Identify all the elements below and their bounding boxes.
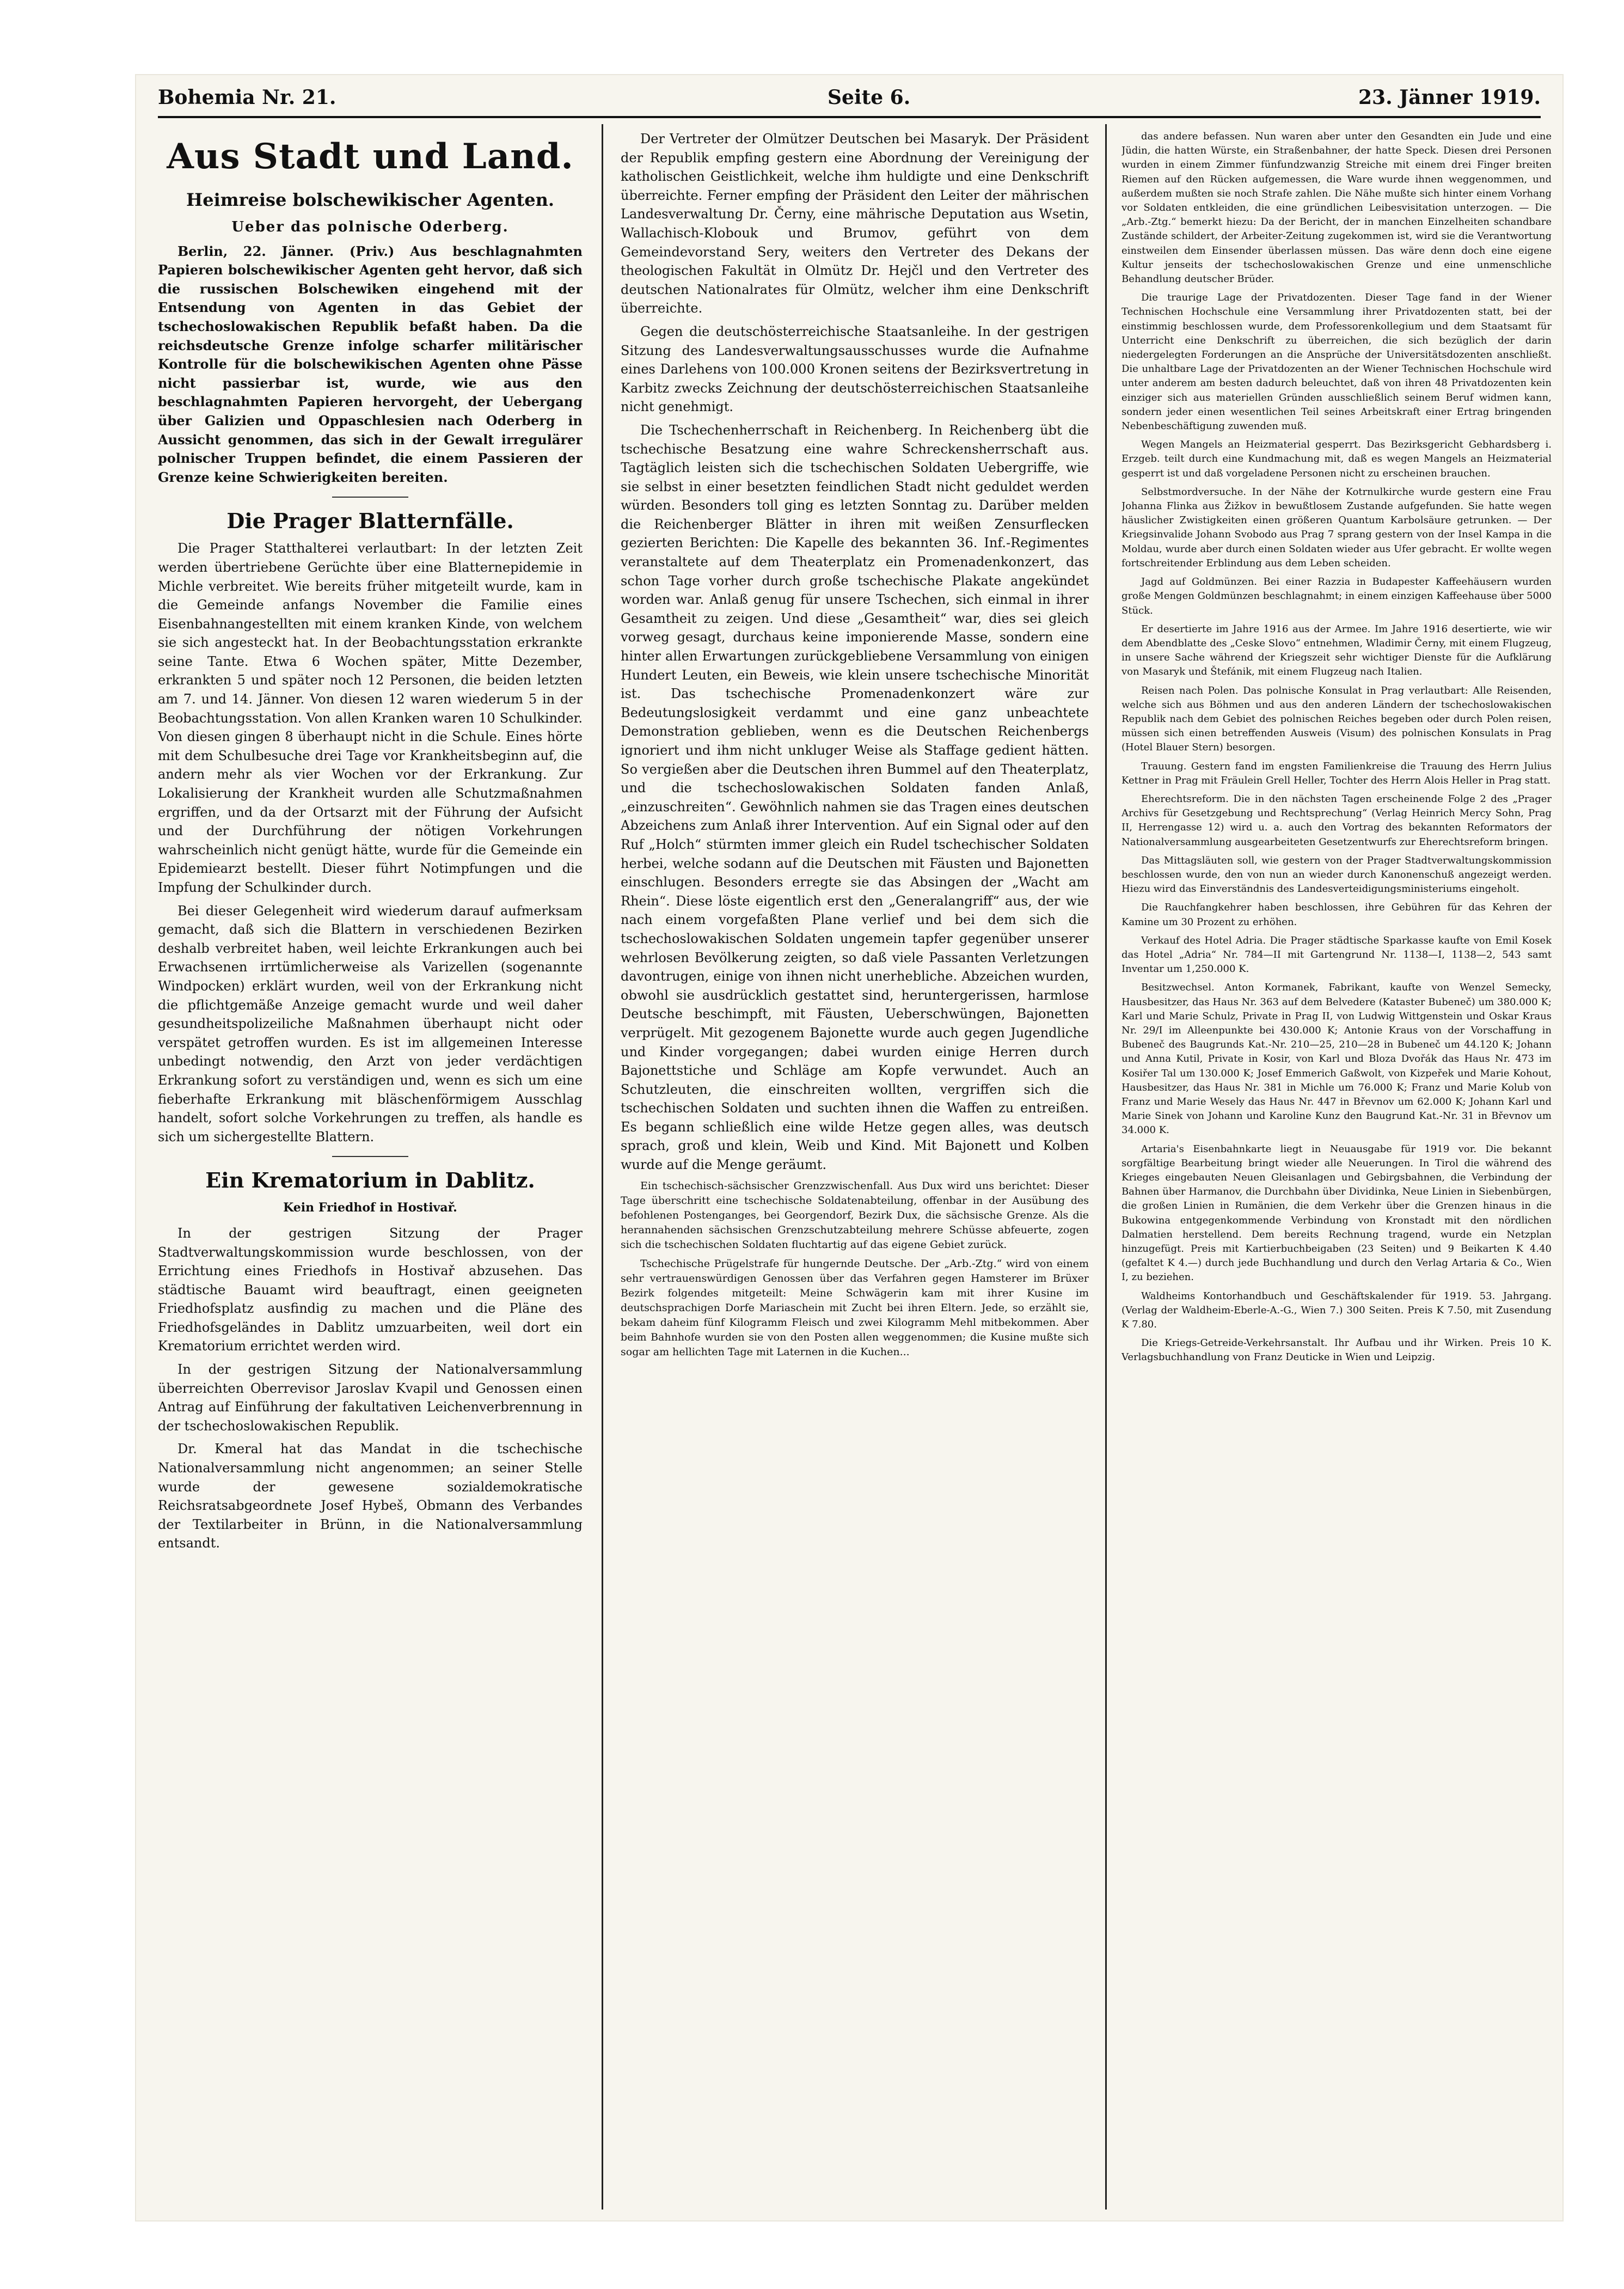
article-paragraph: Dr. Kmeral hat das Mandat in die tschechische Nationalversammlung nicht angenommen; an seiner Stelle wurde der gewesene sozialdemokratische Reichsratsabgeordnete Josef Hybeš, Obmann des Verbandes der Textilarbeiter in Brünn, in die Nationalversammlung entsandt. (158, 1441, 583, 1551)
news-item: Das Mittagsläuten soll, wie gestern von der Prager Stadtverwaltungskommission beschlossen wurde, den von nun an wieder durch Kanonenschuß angezeigt werden. Hiezu wird das Einverständnis des Landesverteidigungsministeriums eingeholt. (1122, 854, 1552, 895)
article-title: Ein Krematorium in Dablitz. (205, 1168, 535, 1193)
column-divider (602, 124, 603, 2210)
column-2 (621, 130, 1089, 2210)
article-title: Heimreise bolschewikischer Agenten. (186, 189, 555, 210)
separator-rule (332, 497, 408, 498)
separator-rule (332, 1156, 408, 1157)
news-item: Er desertierte im Jahre 1916 aus der Armee. Im Jahre 1916 desertierte, wie wir dem Abendblatte des „Ceske Slovo“ entnehmen, Wladimir Černy, mit einem Flugzeug, in unsere Sache während der Kriegszeit sehr wichtiger Dienste für die Aufklärung von Masaryk und Štefánik, mit einem Flugzeug nach Italien. (1122, 623, 1552, 678)
news-item: Tschechische Prügelstrafe für hungernde Deutsche. Der „Arb.-Ztg.“ wird von einem sehr vertrauenswürdigen Genossen über das Verfahren gegen Hamsterer im Brüxer Bezirk folgendes mitgeteilt: Meine Schwägerin kam mit ihrer Kusine im deutschsprachigen Dorfe Mariaschein mit Zucht bei ihren Eltern. Jede, so erzählt sie, bekam daheim fünf Kilogramm Fleisch und zwei Kilogramm Mehl mitbekommen. Aber beim Bahnhofe wurden sie von den Posten allen weggenommen; die Kusine mußte sich sogar am hellichten Tage mit Laternen in die Kuchen... (621, 1257, 1089, 1358)
news-item: Die Rauchfangkehrer haben beschlossen, ihre Gebühren für das Kehren der Kamine um 30 Prozent zu erhöhen. (1122, 902, 1552, 928)
news-item: Waldheims Kontorhandbuch und Geschäftskalender für 1919. 53. Jahrgang. (Verlag der Waldheim-Eberle-A.-G., Wien 7.) 300 Seiten. Preis K 7.50, mit Zusendung K 7.80. (1122, 1290, 1552, 1331)
article-paragraph: Die Prager Statthalterei verlautbart: In der letzten Zeit werden übertriebene Gerüchte über eine Blatternepidemie in Michle verbreitet. Wie bereits früher mitgeteilt wurde, kam in die Gemeinde anfangs November die Familie eines Eisenbahnangestellten mit einem kranken Kinde, von welchem sie sich angesteckt hat. In der Beobachtungsstation erkrankte seine Tante. Etwa 6 Wochen später, Mitte Dezember, erkrankten 5 und später noch 12 Personen, die beiden letzten am 7. und 14. Jänner. Von diesen 12 waren wiederum 5 in der Beobachtungsstation. Von allen Kranken waren 10 Schulkinder. Von diesen gingen 8 überhaupt nicht in die Schule. Eines hörte mit dem Schulbesuche drei Tage vor Krankheitsbeginn auf, die andern mehr als vier Wochen vor der Erkrankung. Zur Lokalisierung der Krankheit wurden alle Schutzmaßnahmen ergriffen, und da der Ortsarzt mit der Führung der Aufsicht und der Durchführung der nötigen Vorkehrungen wahrscheinlich nicht genügt hätte, wurde für die Gemeinde ein Epidemiearzt bestellt. Dieser führt Notimpfungen und die Impfung der Schulkinder durch. (158, 541, 583, 895)
header-date: 23. Jänner 1919. (1358, 86, 1541, 109)
news-item: Wegen Mangels an Heizmaterial gesperrt. Das Bezirksgericht Gebhardsberg i. Erzgeb. teilt durch eine Kundmachung mit, daß es wegen Mangels an Heizmaterial gesperrt ist und daß vorgeladene Personen nicht zu erscheinen brauchen. (1122, 439, 1552, 479)
newspaper-page (136, 75, 1562, 2220)
column-divider (1105, 124, 1107, 2210)
article-body: Berlin, 22. Jänner. (Priv.) Aus beschlagnahmten Papieren bolschewikischer Agenten geht hervor, daß sich die russischen Bolschewiken eingehend mit der Entsendung von Agenten in das Gebiet der tschechoslowakischen Republik befaßt haben. Da die reichsdeutsche Grenze infolge scharfer militärischer Kontrolle für die bolschewikischen Agenten ohne Pässe nicht passierbar ist, wurde, wie aus den beschlagnahmten Papieren hervorgeht, der Uebergang über Galizien und Oppaschlesien nach Oderberg in Aussicht genommen, das sich in der Gewalt irregulärer polnischer Truppen befindet, die einem Passieren der Grenze keine Schwierigkeiten bereiten. (158, 243, 583, 485)
column-1 (158, 130, 583, 2210)
news-item: Jagd auf Goldmünzen. Bei einer Razzia in Budapester Kaffeehäusern wurden große Mengen Goldmünzen beschlagnahmt; in einem einzigen Kaffeehause über 5000 Stück. (1122, 576, 1552, 616)
news-item: Gegen die deutschösterreichische Staatsanleihe. In der gestrigen Sitzung des Landesverwaltungsausschusses wurde die Aufnahme eines Darlehens von 100.000 Kronen seitens der Bezirksvertretung in Karbitz zwecks Zeichnung der deutschösterreichischen Staatsanleihe nicht genehmigt. (621, 323, 1089, 415)
header-issue: Bohemia Nr. 21. (158, 86, 336, 109)
news-item: Besitzwechsel. Anton Kormanek, Fabrikant, kaufte von Wenzel Semecky, Hausbesitzer, das Haus Nr. 363 auf dem Belvedere (Kataster Bubeneč) um 380.000 K; Karl und Marie Schulz, Private in Prag II, von Ludwig Wittgenstein und Oskar Kraus Nr. 29/I im Alleenpunkte bei 430.000 K; Antonie Kraus von der Vorschaffung in Bubeneč des Baugrunds Kat.-Nr. 210—25, 210—28 in Bubeneč um 44.120 K; Johann und Anna Kutil, Private in Kosir, von Karl und Bloza Dvořák das Haus Nr. 473 im Kosiřer Tal um 130.000 K; Josef Emmerich Gaßwolt, von Kizpeřek und Marie Kohout, Hausbesitzer, das Haus Nr. 381 in Michle um 76.000 K; Franz und Marie Kolub von Franz und Marie Wesely das Haus Nr. 447 in Břevnov um 62.000 K; Johann Karl und Marie Sinek von Johann und Karoline Kunz den Baugrund Kat.-Nr. 31 in Břevnov um 34.000 K. (1122, 982, 1552, 1136)
news-item: Ein tschechisch-sächsischer Grenzzwischenfall. Aus Dux wird uns berichtet: Dieser Tage überschritt eine tschechische Soldatenabteilung, offenbar in der Ausübung des befohlenen Postenganges, bei Georgendorf, Bezirk Dux, die sächsische Grenze. Als die herannahenden sächsischen Grenzschutzabteilung mehrere Schüsse abfeuerte, zogen sich die tschechischen Soldaten fluchtartig auf das eigene Gebiet zurück. (621, 1179, 1089, 1251)
news-item: das andere befassen. Nun waren aber unter den Gesandten ein Jude und eine Jüdin, die hatten Würste, ein Straßenbahner, der hatte Speck. Diesen drei Personen wurden in einem Zimmer fünfundzwanzig Streiche mit einem drei Finger breiten Riemen auf den Rücken aufgemessen, die Ware wurde ihnen weggenommen, und außerdem mußten sie noch Strafe zahlen. Die Nähe mußte sich hinter einem Vorhang vor Soldaten entkleiden, die eine gründlichen Leibesvisitation unterzogen. — Die „Arb.-Ztg.“ bemerkt hiezu: Da der Bericht, der in manchen Einzelheiten schandbare Zustände schildert, der Arbeiter-Zeitung zugekommen ist, wird sie die Verantwortung einstweilen dem Einsender überlassen müssen. Das wäre denn doch eine eigene Kultur jenseits der tschechoslowakischen Grenze und eine unmenschliche Behandlung deutscher Brüder. (1122, 131, 1552, 285)
news-item: Der Vertreter der Olmützer Deutschen bei Masaryk. Der Präsident der Republik empfing gestern eine Abordnung der Vereinigung der katholischen Geistlichkeit, welche ihm huldigte und eine Denkschrift überreichte. Ferner empfing der Präsident den Leiter der mährischen Landesverwaltung Dr. Černy, eine mährische Deputation aus Wsetin, Wallachisch-Klobouk und Brumov, geführt von dem Gemeindevorstand Sery, weiters den Vertreter des Dekans der theologischen Fakultät in Olmütz Dr. Hejčl und den Vertreter des deutschen Nationalrates für Olmütz, welcher ihm eine Denkschrift überreichte. (621, 131, 1089, 316)
news-item: Die traurige Lage der Privatdozenten. Dieser Tage fand in der Wiener Technischen Hochschule eine Versammlung ihrer Privatdozenten statt, bei der einstimmig beschlossen wurde, dem Professorenkollegium und dem Staatsamt für Unterricht eine Denkschrift zu überreichen, die sich bezüglich der darin niedergelegten Forderungen an die Ansprüche der Universitätsdozenten anschließt. Die unhaltbare Lage der Privatdozenten an der Wiener Technischen Hochschule wird unter anderem am besten dadurch beleuchtet, daß von ihren 48 Privatdozenten kein einziger sich aus materiellen Gründen ausschließlich seinem Beruf widmen kann, sondern jeder einen wesentlichen Teil seines Arbeitskraft einer Ertrag bringenden Nebenbeschäftigung zuwenden muß. (1122, 292, 1552, 432)
news-item: Die Tschechenherrschaft in Reichenberg. In Reichenberg übt die tschechische Besatzung eine wahre Schreckensherrschaft aus. Tagtäglich leisten sich die tschechischen Soldaten Uebergriffe, wie sie selbst in einer besetzten feindlichen Stadt nicht geduldet werden würden. Besonders toll ging es letzten Sonntag zu. Darüber melden die Reichenberger Blätter in ihren mit weißen Zensurflecken gezierten Berichten: Die Kapelle des bekannten 36. Inf.-Regimentes veranstaltete auf dem Theaterplatz ein Promenadenkonzert, das schon Tage vorher durch große tschechische Plakate angekündet worden war. Anlaß genug für unsere Tschechen, sich einmal in ihrer Gesamtheit zu zeigen. Und diese „Gesamtheit“ war, dies sei gleich vorweg gesagt, durchaus keine imponierende Masse, sondern eine hinter allen Erwartungen zurückgebliebene Versammlung von einigen Hundert Leuten, ein Beweis, wie klein unsere tschechische Minorität ist. Das tschechische Promenadenkonzert wäre zur Bedeutungslosigkeit verdammt und eine ganz unbeachtete Demonstration geblieben, wenn es die Deutschen Reichenbergs ignoriert und ihm nicht unkluger Weise als Staffage gedient hätten. So vergießen aber die Deutschen ihren Bummel auf den Theaterplatz, und die tschechoslowakischen Soldaten fanden Anlaß, „einzuschreiten“. Gewöhnlich nahmen sie das Tragen eines deutschen Abzeichens zum Anlaß ihrer Intervention. Auf ein Signal oder auf den Ruf „Holch“ stürmten immer gleich ein Rudel tschechischer Soldaten herbei, welche sodann auf die Deutschen mit Fäusten und Bajonetten einschlugen. Besonders erregte sie das Absingen der „Wacht am Rhein“. Diese löste eigentlich erst den „Generalangriff“ aus, der wie nach einem vorgefaßten Plane verlief und bei dem sich die tschechoslowakischen Soldaten ungemein tapfer gegenüber unserer wehrlosen Bevölkerung zeigten, so daß viele Passanten Verletzungen davontrugen, einige von ihnen nicht unerhebliche. Abzeichen wurden, obwohl sie ausdrücklich gestattet sind, heruntergerissen, harmlose Deutsche beschimpft, mit Fäusten, Ueberschwüngen, Bajonetten verprügelt. Mit gezogenem Bajonette wurde auch gegen Jugendliche und Kinder vorgegangen; dabei wurden einige Herren durch Bajonettstiche und Schläge am Kopfe verwundet. Auch an Schutzleuten, die einschreiten wollten, vergriffen sich die tschechischen Soldaten und suchten ihnen die Waffen zu entreißen. Es begann schließlich eine wilde Hetze gegen alles, was deutsch sprach, groß und klein, Weib und Kind. Mit Bajonett und Kolben wurde auf die Menge geräumt. (621, 422, 1089, 1173)
news-item: Reisen nach Polen. Das polnische Konsulat in Prag verlautbart: Alle Reisenden, welche sich aus Böhmen und aus den anderen Ländern der tschechoslowakischen Republik nach dem Gebiet des polnischen Reiches begeben oder durch Polen reisen, müssen sich einen betreffenden Ausweis (Visum) des polnischen Konsulats in Prag (Hotel Blauer Stern) besorgen. (1122, 684, 1552, 754)
news-item: Selbstmordversuche. In der Nähe der Kotrnulkirche wurde gestern eine Frau Johanna Flinka aus Žižkov in bewußtlosem Zustande aufgefunden. Sie hatte wegen häuslicher Zwistigkeiten einen größeren Quantum Karbolsäure getrunken. — Der Kriegsinvalide Johann Svobodo aus Prag 7 sprang gestern von der Insel Kampa in die Moldau, wurde aber durch einen Soldaten wieder aus Ufer gebracht. Er wollte wegen fortschreitender Erblindung aus dem Leben scheiden. (1122, 486, 1552, 569)
article-title: Die Prager Blatternfälle. (226, 509, 514, 534)
article-paragraph: In der gestrigen Sitzung der Prager Stadtverwaltungskommission wurde beschlossen, von der Errichtung eines Friedhofs in Hostivař abzusehen. Das städtische Bauamt wird beauftragt, einen geeigneten Friedhofsplatz ausfindig zu machen und die Pläne des Friedhofsgeländes in Dablitz umzuarbeiten, weil dort ein Krematorium errichtet werden wird. (158, 1225, 583, 1354)
header-page-number: Seite 6. (828, 86, 911, 109)
news-item: Trauung. Gestern fand im engsten Familienkreise die Trauung des Herrn Julius Kettner in Prag mit Fräulein Grell Heller, Tochter des Herrn Alois Heller in Prag statt. (1122, 760, 1552, 786)
page-header (158, 81, 1541, 119)
header-rule (158, 116, 1541, 118)
article-paragraph: In der gestrigen Sitzung der Nationalversammlung überreichten Oberrevisor Jaroslav Kvapil und Genossen einen Antrag auf Einführung der fakultativen Leichenverbrennung in der tschechoslowakischen Republik. (158, 1362, 583, 1434)
article-subtitle: Ueber das polnische Oderberg. (231, 219, 509, 235)
news-item: Verkauf des Hotel Adria. Die Prager städtische Sparkasse kaufte von Emil Kosek das Hotel „Adria“ Nr. 784—II mit Gartengrund Nr. 1138—I, 1138—2, 543 samt Inventar um 1,250.000 K. (1122, 934, 1552, 975)
section-masthead: Aus Stadt und Land. (167, 136, 574, 177)
news-item: Artaria's Eisenbahnkarte liegt in Neuausgabe für 1919 vor. Die bekannt sorgfältige Bearbeitung bringt wieder alle Neuerungen. In Tirol die während des Krieges eingebauten Neuen Gleisanlagen und Gebirgsbahnen, die Verbindung der Bahnen über Harmanov, die Durchbahn über Dividinka, Neue Linien in Siebenbürgen, die großen Linien in Rumänien, die dem Verkehr über die Grenzen hinaus in die Bukowina entgegenkommende Verbindung von Kronstadt mit den nördlichen Dalmatien herstellend. Dem bereits Rechnung tragend, wurde ein Netzplan hinzugefügt. Preis mit Kartierbuchbeigaben (23 Seiten) und 9 Beikarten K 4.40 (gefaltet K 4.—) durch jede Buchhandlung und durch den Verlag Artaria & Co., Wien I, zu beziehen. (1122, 1143, 1552, 1283)
news-item: Eherechtsreform. Die in den nächsten Tagen erscheinende Folge 2 des „Prager Archivs für Gesetzgebung und Rechtsprechung“ (Verlag Heinrich Mercy Sohn, Prag II, Herrengasse 12) wird u. a. auch den Vortrag des bekannten Reformators der Nationalversammlung ausgearbeiteten Gesetzentwurfs zur Eherechtsreform bringen. (1122, 793, 1552, 848)
article-subtitle: Kein Friedhof in Hostivař. (283, 1201, 457, 1215)
column-3 (1122, 130, 1552, 2210)
article-paragraph: Bei dieser Gelegenheit wird wiederum darauf aufmerksam gemacht, daß sich die Blattern in verschiedenen Bezirken deshalb verbreitet haben, weil leichte Erkrankungen auch bei Erwachsenen irrtümlicherweise als Varizellen (sogenannte Windpocken) erklärt wurden, weil von der Erkrankung nicht die pflichtgemäße Anzeige gemacht wurde und weil daher gesundheitspolizeiliche Maßnahmen überhaupt nicht oder verspätet getroffen wurden. Es ist im allgemeinen Interesse unbedingt notwendig, den Arzt von jeder verdächtigen Erkrankung sofort zu verständigen und, wenn es sich um eine fieberhafte Erkrankung mit bläschenförmigem Ausschlag handelt, sofort solche Vorkehrungen zu treffen, als handle es sich um sichergestellte Blattern. (158, 903, 583, 1144)
news-item: Die Kriegs-Getreide-Verkehrsanstalt. Ihr Aufbau und ihr Wirken. Preis 10 K. Verlagsbuchhandlung von Franz Deuticke in Wien und Leipzig. (1122, 1337, 1552, 1363)
